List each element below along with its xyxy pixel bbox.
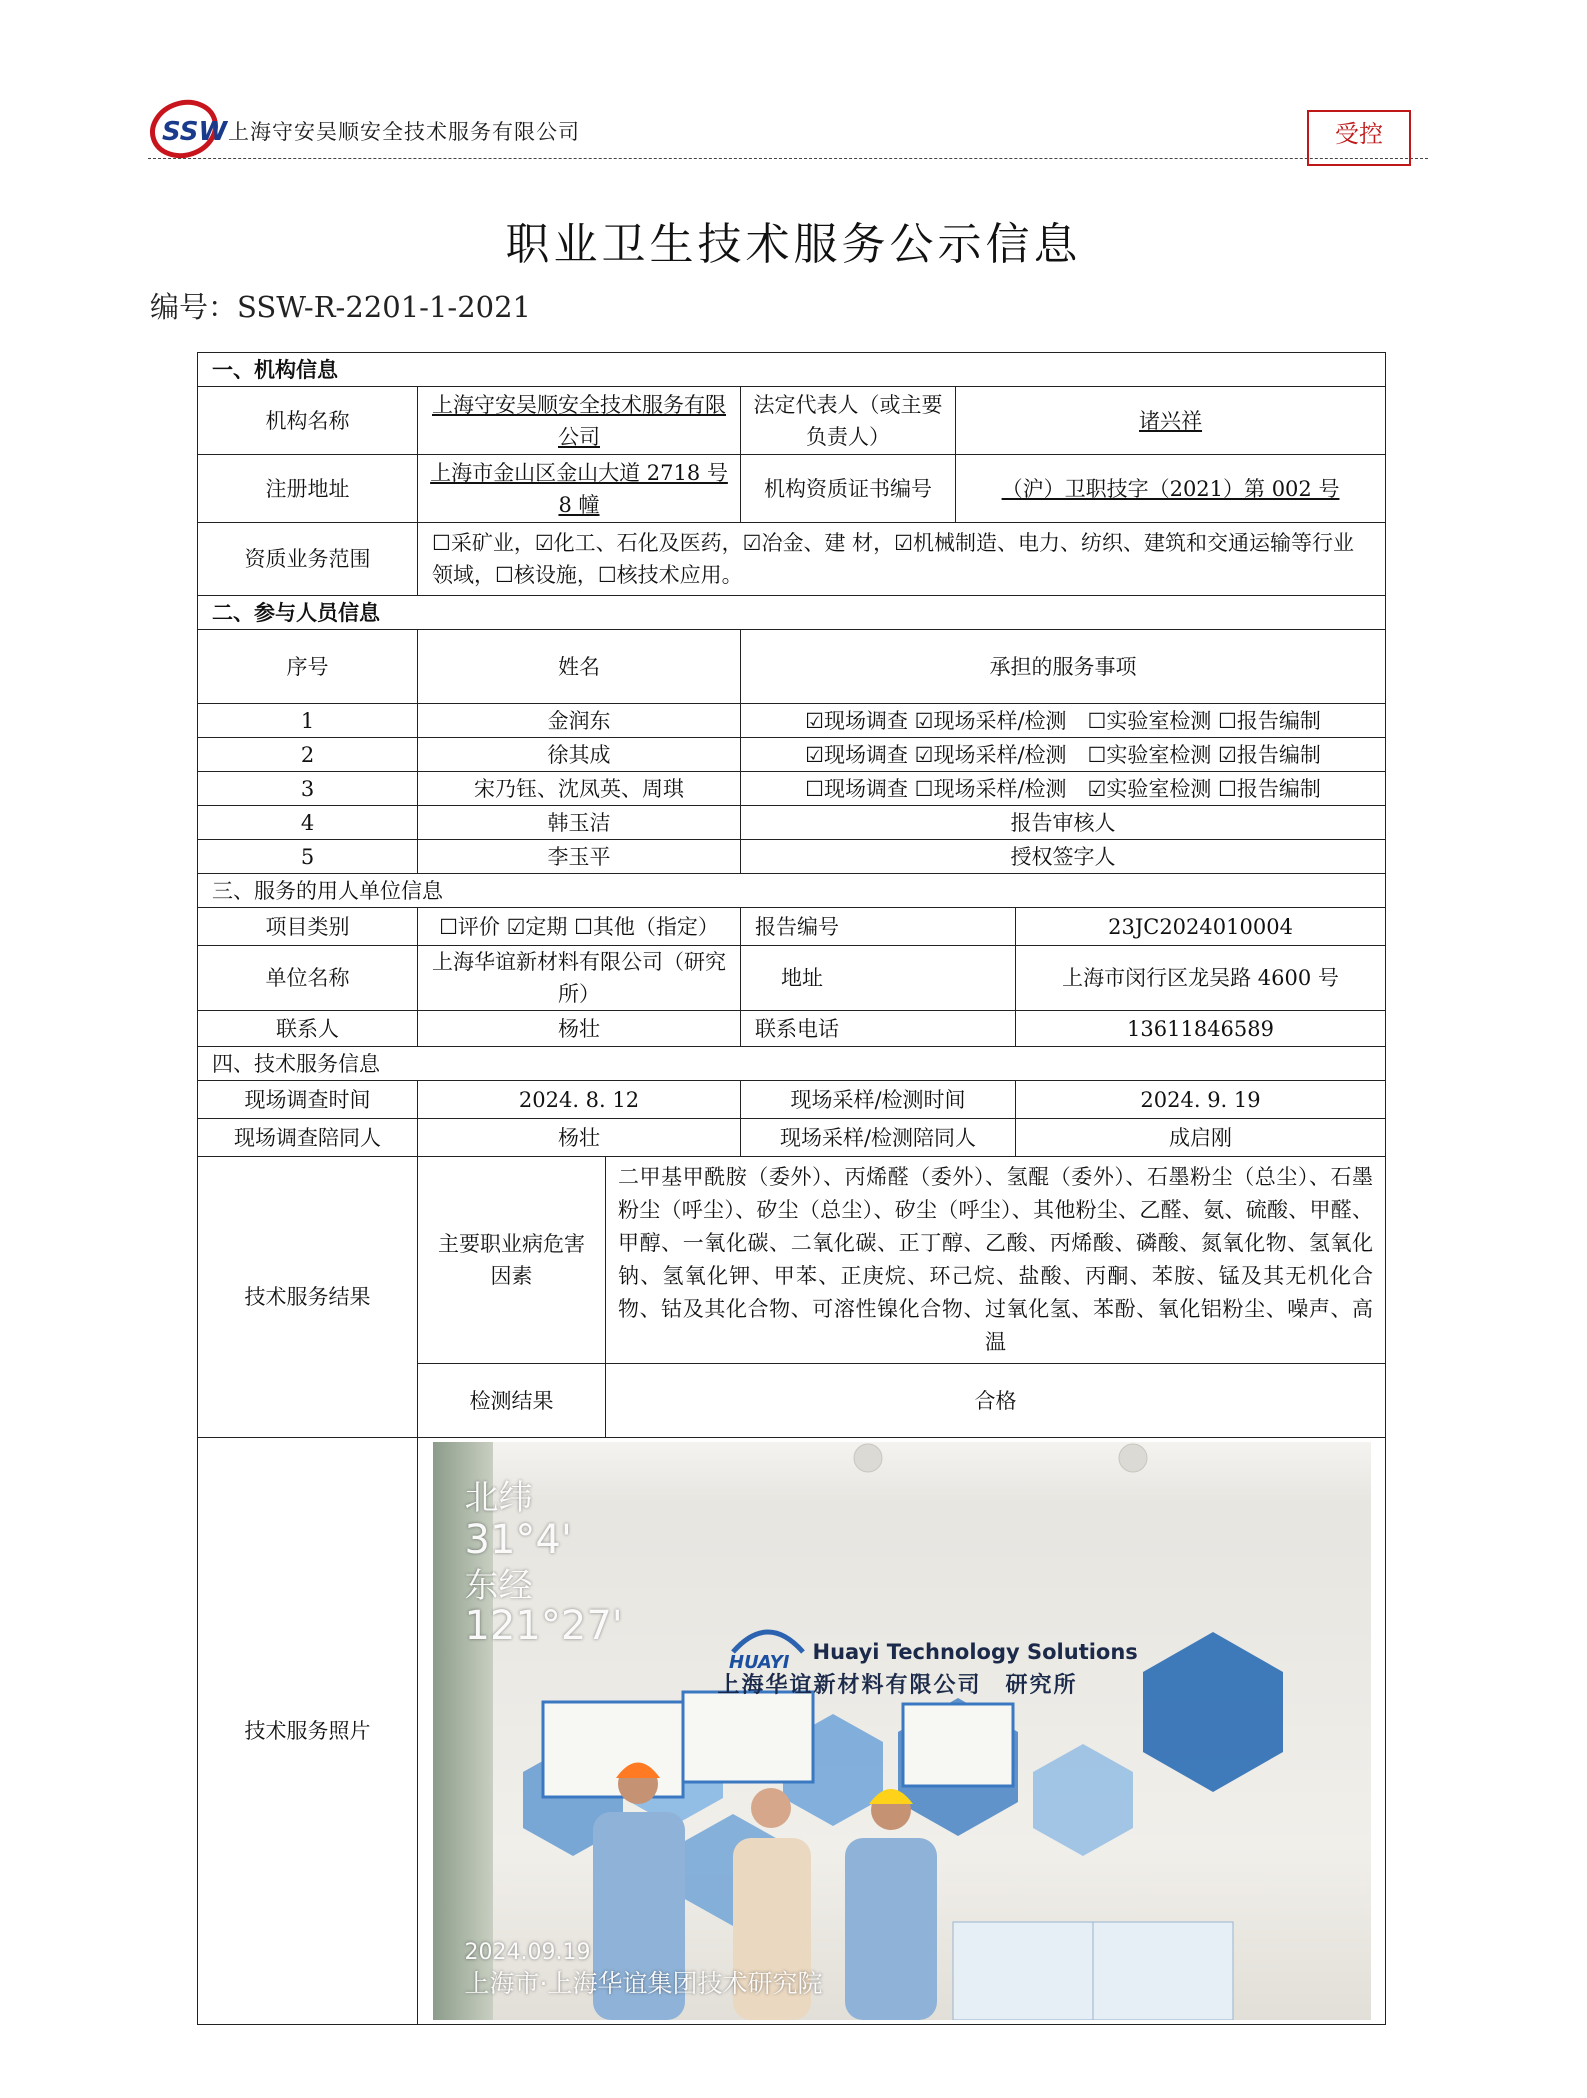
survey-time-label: 现场调查时间 [198,1081,418,1119]
svg-text:SSW: SSW [162,117,228,147]
org-name-label: 机构名称 [198,387,418,455]
controlled-stamp: 受控 [1307,110,1411,166]
header-divider [148,158,1428,159]
brand-chinese: 上海华谊新材料有限公司 研究所 [717,1673,1078,1698]
row-no: 1 [198,704,418,738]
row-tasks: 报告审核人 [741,806,1386,840]
row-no: 3 [198,772,418,806]
phone-label: 联系电话 [741,1011,1016,1047]
row-name: 韩玉洁 [418,806,741,840]
row-tasks: 授权签字人 [741,840,1386,874]
row-tasks: ☐现场调查 ☐现场采样/检测 ☑实验室检测 ☐报告编制 [741,772,1386,806]
document-number: 编号：SSW-R-2201-1-2021 [150,290,532,324]
row-no: 4 [198,806,418,840]
unit-name: 上海华谊新材料有限公司（研究所） [418,946,741,1011]
col-no: 序号 [198,630,418,704]
row-name: 李玉平 [418,840,741,874]
row-no: 5 [198,840,418,874]
cert-number: （沪）卫职技字（2021）第 002 号 [956,455,1386,523]
sampling-time: 2024. 9. 19 [1016,1081,1386,1119]
col-tasks: 承担的服务事项 [741,630,1386,704]
col-name: 姓名 [418,630,741,704]
svg-text:HUAYI: HUAYI [728,1652,789,1672]
letterhead [148,92,1428,164]
gps-lat-label: 北纬 [464,1478,533,1518]
unit-label: 单位名称 [198,946,418,1011]
unit-address: 上海市闵行区龙吴路 4600 号 [1016,946,1386,1011]
sunburst-icon [723,1612,813,1672]
test-result: 合格 [606,1364,1386,1438]
photo-label: 技术服务照片 [198,1438,418,2025]
section-heading: 三、服务的用人单位信息 [198,874,1386,908]
info-table [197,352,1386,2025]
photo-date: 2024.09.19 [464,1940,591,1965]
phone: 13611846589 [1016,1011,1386,1047]
photo-scene [433,1442,1371,2020]
scope-label: 资质业务范围 [198,523,418,596]
company-logo [148,96,228,162]
report-no: 23JC2024010004 [1016,908,1386,946]
project-type: ☐评价 ☑定期 ☐其他（指定） [418,908,741,946]
table-row [198,772,1386,806]
test-result-label: 检测结果 [418,1364,606,1438]
company-name: 上海守安吴顺安全技术服务有限公司 [228,120,580,144]
sampling-time-label: 现场采样/检测时间 [741,1081,1016,1119]
person-right [845,1789,937,2020]
hazards: 二甲基甲酰胺（委外）、丙烯醛（委外）、氢醌（委外）、石墨粉尘（总尘）、石墨粉尘（呼尘）、矽尘（总尘）、矽尘（呼尘）、其他粉尘、乙醛、氨、硫酸、甲醛、甲醇、一氧化碳、二氧化碳、正丁醇、乙酸、丙烯酸、磷酸、氮氧化物、氢氧化钠、氢氧化钾、甲苯、正庚烷、环己烷、盐酸、丙酮、苯胺、锰及其无机化合物、钴及其化合物、可溶性镍化合物、过氧化氢、苯酚、氧化铝粉尘、噪声、高温 [606,1157,1386,1364]
sampling-companion-label: 现场采样/检测陪同人 [741,1119,1016,1157]
contact: 杨壮 [418,1011,741,1047]
row-name: 金润东 [418,704,741,738]
legal-rep: 诸兴祥 [956,387,1386,455]
table-row [198,704,1386,738]
brand-english: Huayi Technology Solutions [812,1640,1138,1664]
section-heading: 二、参与人员信息 [198,596,1386,630]
row-no: 2 [198,738,418,772]
scope: ☐采矿业，☑化工、石化及医药，☑冶金、建 材，☑机械制造、电力、纺织、建筑和交通运输等行业领域，☐核设施，☐核技术应用。 [418,523,1386,596]
report-no-label: 报告编号 [741,908,1016,946]
gps-lat: 31°4' [464,1517,572,1563]
survey-companion-label: 现场调查陪同人 [198,1119,418,1157]
photo-location: 上海市·上海华谊集团技术研究院 [464,1969,823,1998]
row-name: 宋乃钰、沈凤英、周琪 [418,772,741,806]
survey-companion: 杨壮 [418,1119,741,1157]
cert-label: 机构资质证书编号 [741,455,956,523]
org-name: 上海守安吴顺安全技术服务有限公司 [418,387,741,455]
service-photo [433,1442,1371,2020]
address-label: 注册地址 [198,455,418,523]
row-tasks: ☑现场调查 ☑现场采样/检测 ☐实验室检测 ☐报告编制 [741,704,1386,738]
section-heading: 四、技术服务信息 [198,1047,1386,1081]
gps-lon-label: 东经 [464,1566,533,1606]
table-row [198,806,1386,840]
legal-rep-label: 法定代表人（或主要负责人） [741,387,956,455]
row-tasks: ☑现场调查 ☑现场采样/检测 ☐实验室检测 ☑报告编制 [741,738,1386,772]
addr-label: 地址 [741,946,1016,1011]
survey-time: 2024. 8. 12 [418,1081,741,1119]
gps-lon: 121°27' [464,1603,623,1649]
section-heading: 一、机构信息 [198,353,1386,387]
contact-label: 联系人 [198,1011,418,1047]
row-name: 徐其成 [418,738,741,772]
result-label: 技术服务结果 [198,1157,418,1438]
page-title: 职业卫生技术服务公示信息 [505,219,1082,270]
table-row [198,840,1386,874]
project-type-label: 项目类别 [198,908,418,946]
hazards-label: 主要职业病危害因素 [418,1157,606,1364]
table-row [198,738,1386,772]
sampling-companion: 成启刚 [1016,1119,1386,1157]
address: 上海市金山区金山大道 2718 号 8 幢 [418,455,741,523]
